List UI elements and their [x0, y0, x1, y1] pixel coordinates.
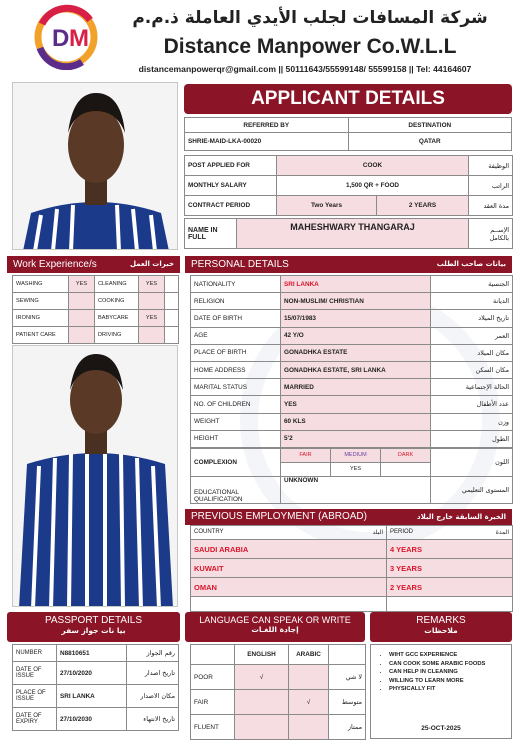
personal-label-ar: مكان الميلاد: [431, 344, 513, 361]
passport-title: PASSPORT DETAILS: [44, 615, 143, 626]
personal-value: 15/07/1983: [281, 310, 431, 327]
personal-row: [191, 293, 513, 310]
employment-empty: [387, 597, 513, 612]
remark-item: • WILLING TO LEARN MORE: [389, 677, 511, 686]
personal-row: [191, 361, 513, 378]
language-english-mark: [235, 690, 289, 715]
employment-row: [191, 559, 513, 578]
remark-item: • CAN HELP IN CLEANING: [389, 668, 511, 677]
personal-label-ar: تاريخ الميلاد: [431, 310, 513, 327]
language-table: [190, 644, 365, 740]
employment-row: [191, 578, 513, 597]
contract-label: CONTRACT PERIOD: [185, 196, 277, 216]
passport-label-ar: رقم الجواز: [127, 645, 179, 662]
employment-table: [190, 525, 512, 612]
passport-row: [13, 662, 179, 685]
language-col-blank: [191, 645, 235, 665]
employment-header: [185, 509, 512, 525]
language-row: [191, 665, 366, 690]
personal-label: NO. OF CHILDREN: [191, 396, 281, 413]
remarks-list: [371, 645, 511, 694]
education-label-ar: المستوى التعليمي: [431, 476, 513, 503]
passport-value: N8810651: [57, 645, 127, 662]
work-skill: CLEANING: [95, 276, 139, 293]
passport-value: 27/10/2030: [57, 708, 127, 731]
employment-country: KUWAIT: [191, 559, 387, 578]
work-skill-value: YES: [139, 310, 165, 327]
language-arabic-mark: √: [289, 690, 329, 715]
salary-value: 1,500 QR + FOOD: [277, 176, 469, 196]
work-experience-title: Work Experience/s: [13, 259, 97, 270]
post-label: POST APPLIED FOR: [185, 156, 277, 176]
personal-label: MARITAL STATUS: [191, 379, 281, 396]
personal-row: [191, 276, 513, 293]
svg-text:M: M: [69, 25, 89, 52]
contact-line: distancemanpowerqr@gmail.com || 50111643/55599148/ 55599158 || Tel: 44164607: [138, 64, 472, 74]
applicant-name: MAHESHWARY THANGARAJ: [237, 219, 469, 249]
language-header: [185, 612, 365, 642]
personal-value: 42 Y/O: [281, 327, 431, 344]
passport-label-ar: تاريخ اصدار: [127, 662, 179, 685]
personal-value: GONADHKA ESTATE: [281, 344, 431, 361]
personal-value: MARRIED: [281, 379, 431, 396]
passport-table: [12, 644, 178, 731]
work-skill: IRONING: [13, 310, 69, 327]
name-label-ar: الإســم بالكامل: [469, 219, 513, 249]
personal-row: [191, 379, 513, 396]
complexion-cell: [381, 462, 431, 476]
personal-value: YES: [281, 396, 431, 413]
language-title: LANGUAGE CAN SPEAK OR WRITE: [199, 615, 351, 625]
work-skill-value: [69, 327, 95, 344]
language-english-mark: √: [235, 665, 289, 690]
passport-row: [13, 645, 179, 662]
employment-col-country: COUNTRY البلد: [191, 526, 387, 540]
work-experience-header: [7, 256, 180, 273]
personal-value: SRI LANKA: [281, 276, 431, 293]
language-level: POOR: [191, 665, 235, 690]
personal-label: AGE: [191, 327, 281, 344]
complexion-label-ar: اللون: [431, 448, 513, 476]
language-level: FAIR: [191, 690, 235, 715]
personal-label-ar: الطول: [431, 430, 513, 447]
remark-item: • CAN COOK SOME ARABIC FOODS: [389, 660, 511, 669]
work-skill: BABYCARE: [95, 310, 139, 327]
work-skill: SEWING: [13, 293, 69, 310]
complexion-dark: DARK: [381, 448, 431, 462]
remarks-header: [370, 612, 512, 642]
language-row: [191, 690, 366, 715]
applicant-photo-portrait: [12, 82, 178, 250]
language-arabic-mark: [289, 715, 329, 740]
language-col-english: ENGLISH: [235, 645, 289, 665]
applicant-photo-full: [12, 345, 178, 607]
personal-row: [191, 413, 513, 430]
work-row: [13, 276, 179, 293]
employment-title-ar: الخبرة السابقة خارج البلاد: [417, 513, 506, 521]
svg-text:D: D: [52, 25, 70, 52]
post-value: COOK: [277, 156, 469, 176]
personal-label: NATIONALITY: [191, 276, 281, 293]
personal-label: RELIGION: [191, 293, 281, 310]
contract-value-2: 2 YEARS: [377, 196, 469, 216]
language-level-ar: ممتاز: [329, 715, 366, 740]
personal-label-ar: الحالة الإجتماعية: [431, 379, 513, 396]
personal-label: WEIGHT: [191, 413, 281, 430]
logo: [32, 4, 108, 70]
passport-header: [7, 612, 180, 642]
work-skill: WASHING: [13, 276, 69, 293]
employment-period: 4 YEARS: [387, 540, 513, 559]
work-experience-title-ar: خبرات العمل: [129, 260, 174, 268]
personal-value: 60 KLS: [281, 413, 431, 430]
education-value: UNKNOWN: [281, 476, 431, 503]
work-skill-value: YES: [139, 276, 165, 293]
language-english-mark: [235, 715, 289, 740]
education-label: EDUCATIONAL QUALIFICATION: [191, 476, 281, 503]
remark-item: • WIHT GCC EXPERIENCE: [389, 651, 511, 660]
personal-label-ar: مكان السكن: [431, 361, 513, 378]
personal-label: PLACE OF BIRTH: [191, 344, 281, 361]
remarks-title-ar: ملاحظات: [424, 626, 458, 635]
personal-details-title: PERSONAL DETAILS: [191, 259, 289, 270]
language-title-ar: إجادة اللغـات: [251, 625, 299, 634]
work-experience-table: [12, 275, 178, 344]
passport-row: [13, 708, 179, 731]
personal-label: HOME ADDRESS: [191, 361, 281, 378]
company-name-ar: شركة المسافات لجلب الأيدي العاملة ذ.م.م: [132, 8, 488, 28]
employment-col-period: PERIOD المدة: [387, 526, 513, 540]
work-row: [13, 293, 179, 310]
work-row: [13, 310, 179, 327]
passport-value: SRI LANKA: [57, 685, 127, 708]
work-skill-pad: [165, 293, 179, 310]
referred-by-label: REFERRED BY: [185, 118, 349, 133]
personal-details-header: [185, 256, 512, 273]
employment-country: OMAN: [191, 578, 387, 597]
personal-label-ar: الديانة: [431, 293, 513, 310]
salary-label: MONTHLY SALARY: [185, 176, 277, 196]
work-skill-value: [139, 293, 165, 310]
work-skill-value: [69, 293, 95, 310]
name-label: NAME IN FULL: [185, 219, 237, 249]
personal-value: NON-MUSLIM/ CHRISTIAN: [281, 293, 431, 310]
language-arabic-mark: [289, 665, 329, 690]
personal-row: [191, 327, 513, 344]
personal-row: [191, 396, 513, 413]
language-level: FLUENT: [191, 715, 235, 740]
language-col-blank: [329, 645, 366, 665]
personal-label-ar: عدد الأطفال: [431, 396, 513, 413]
personal-details-table: [190, 275, 512, 504]
contract-label-ar: مدة العقد: [469, 196, 513, 216]
remarks-box: [370, 644, 512, 739]
passport-label: NUMBER: [13, 645, 57, 662]
work-skill: COOKING: [95, 293, 139, 310]
passport-label: DATE OF EXPIRY: [13, 708, 57, 731]
work-skill-value: [139, 327, 165, 344]
personal-label-ar: الجنسية: [431, 276, 513, 293]
personal-value: GONADHKA ESTATE, SRI LANKA: [281, 361, 431, 378]
name-table: [184, 218, 512, 249]
remark-item: • PHYSICALLY FIT: [389, 685, 511, 694]
complexion-label: COMPLEXION: [191, 448, 281, 476]
destination-value: QATAR: [348, 133, 512, 151]
work-skill-pad: [165, 276, 179, 293]
passport-label: DATE OF ISSUE: [13, 662, 57, 685]
referral-table: [184, 117, 512, 151]
destination-label: DESTINATION: [348, 118, 512, 133]
personal-label-ar: العمر: [431, 327, 513, 344]
passport-label: PLACE OF ISSUE: [13, 685, 57, 708]
complexion-cell: [281, 462, 331, 476]
personal-row: [191, 430, 513, 447]
work-skill-value: [69, 310, 95, 327]
passport-value: 27/10/2020: [57, 662, 127, 685]
employment-empty: [191, 597, 387, 612]
language-col-arabic: ARABIC: [289, 645, 329, 665]
passport-row: [13, 685, 179, 708]
remarks-title: REMARKS: [416, 615, 466, 626]
job-table: [184, 155, 512, 216]
work-skill-pad: [165, 310, 179, 327]
personal-row: [191, 310, 513, 327]
personal-value: 5'2: [281, 430, 431, 447]
work-skill: DRIVING: [95, 327, 139, 344]
employment-country: SAUDI ARABIA: [191, 540, 387, 559]
salary-label-ar: الراتب: [469, 176, 513, 196]
personal-label: HEIGHT: [191, 430, 281, 447]
work-skill-pad: [165, 327, 179, 344]
personal-details-title-ar: بيانات صاحب الطلب: [436, 260, 506, 268]
personal-label-ar: وزن: [431, 413, 513, 430]
personal-label: DATE OF BIRTH: [191, 310, 281, 327]
work-row: [13, 327, 179, 344]
employment-period: 2 YEARS: [387, 578, 513, 597]
passport-label-ar: مكان الاصدار: [127, 685, 179, 708]
complexion-mark: YES: [331, 462, 381, 476]
remarks-date: 25-OCT-2025: [421, 725, 461, 732]
personal-row: [191, 344, 513, 361]
employment-title: PREVIOUS EMPLOYMENT (ABROAD): [191, 511, 367, 522]
page-title: APPLICANT DETAILS: [184, 84, 512, 114]
passport-title-ar: بيا نات جواز سفر: [61, 626, 126, 635]
language-level-ar: لا شي: [329, 665, 366, 690]
work-skill: PATIENT CARE: [13, 327, 69, 344]
employment-row: [191, 540, 513, 559]
complexion-medium: MEDIUM: [331, 448, 381, 462]
company-name-en: Distance Manpower Co.W.L.L: [163, 35, 457, 58]
passport-label-ar: تاريخ الانتهاء: [127, 708, 179, 731]
language-row: [191, 715, 366, 740]
employment-row-empty: [191, 597, 513, 612]
language-level-ar: متوسط: [329, 690, 366, 715]
employment-period: 3 YEARS: [387, 559, 513, 578]
complexion-fair: FAIR: [281, 448, 331, 462]
work-skill-value: YES: [69, 276, 95, 293]
ref-code: SHRIE-MAID-LKA-00020: [185, 133, 349, 151]
contract-value: Two Years: [277, 196, 377, 216]
post-label-ar: الوظيفة: [469, 156, 513, 176]
